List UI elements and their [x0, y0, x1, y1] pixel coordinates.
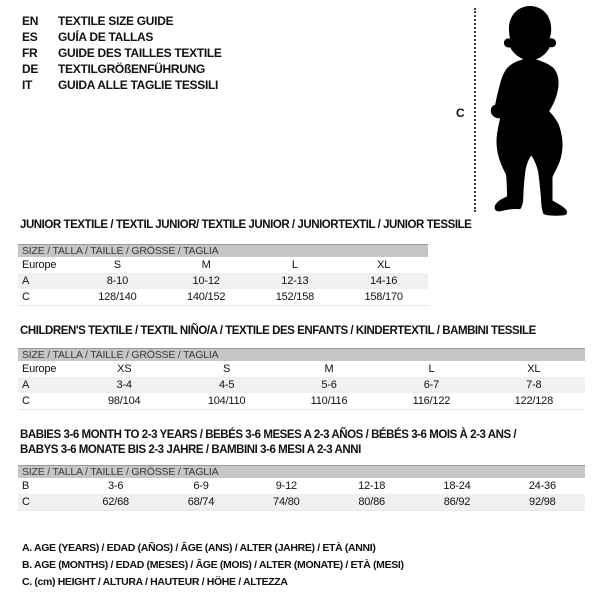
height-measure-label: C	[456, 106, 465, 120]
language-label: GUIDA ALLE TAGLIE TESSILI	[58, 78, 219, 92]
language-code: EN	[22, 14, 39, 28]
row-label: C	[22, 496, 30, 508]
language-label: GUÍA DE TALLAS	[58, 30, 154, 44]
size-cell: 74/80	[273, 496, 300, 508]
language-row	[22, 45, 222, 61]
language-label: GUIDE DES TAILLES TEXTILE	[58, 46, 222, 60]
table-row-height	[18, 393, 585, 409]
size-cell: XL	[527, 363, 541, 375]
size-cell: 10-12	[192, 275, 220, 287]
row-label: A	[22, 379, 30, 391]
size-cell: 128/140	[98, 291, 137, 303]
size-cell: 152/158	[275, 291, 315, 303]
language-label: TEXTILGRÖßENFÜHRUNG	[58, 62, 205, 76]
children-size-table	[18, 348, 585, 410]
table-row-height	[18, 494, 585, 510]
row-label: A	[22, 275, 30, 287]
size-cell: 158/170	[364, 291, 403, 303]
language-row	[22, 13, 222, 29]
language-code: ES	[22, 30, 38, 44]
legend-line-height: C. (cm) HEIGHT / ALTURA / HAUTEUR / HÖHE / ALTEZZA	[22, 576, 288, 588]
babies-title-line1: BABIES 3-6 MONTH TO 2-3 YEARS / BEBÉS 3-6 MESES A 2-3 AÑOS / BÉBÉS 3-6 MOIS À 2-3 ANS /	[20, 429, 517, 441]
language-code: IT	[22, 78, 33, 92]
language-code: DE	[22, 62, 39, 76]
size-cell: 6-7	[423, 379, 440, 391]
size-cell: 9-12	[275, 480, 297, 492]
language-list	[22, 13, 222, 93]
size-cell: L	[291, 259, 298, 271]
size-cell: 6-9	[193, 480, 209, 492]
size-cell: S	[113, 259, 121, 271]
language-label: TEXTILE SIZE GUIDE	[58, 14, 174, 28]
junior-table-title: JUNIOR TEXTILE / TEXTIL JUNIOR/ TEXTILE JUNIOR / JUNIORTEXTIL / JUNIOR TESSILE	[20, 219, 472, 231]
babies-title-line2: BABYS 3-6 MONATE BIS 2-3 JAHRE / BAMBINI 3-6 MESI A 2-3 ANNI	[20, 444, 361, 456]
size-cell: 116/122	[412, 395, 451, 407]
size-cell: L	[428, 363, 435, 375]
row-label: Europe	[22, 259, 57, 271]
row-label: C	[22, 395, 30, 407]
table-row-height	[18, 289, 428, 305]
legend-line-age-months: B. AGE (MONTHS) / EDAD (MESES) / ÂGE (MOIS) / ALTER (MONATE) / ETÀ (MESI)	[22, 559, 404, 571]
table-row-europe	[18, 361, 585, 377]
size-cell: 110/116	[310, 395, 348, 407]
size-cell: 122/128	[514, 395, 554, 407]
legend	[22, 540, 404, 591]
size-cell: 104/110	[207, 395, 246, 407]
size-cell: 12-18	[358, 480, 386, 492]
size-cell: 14-16	[370, 275, 398, 287]
size-cell: 7-8	[526, 379, 542, 391]
size-cell: 68/74	[187, 496, 215, 508]
babies-table-title	[20, 428, 516, 458]
row-label: Europe	[22, 363, 57, 375]
language-row	[22, 77, 222, 93]
size-cell: 5-6	[321, 379, 337, 391]
row-label: C	[22, 291, 30, 303]
size-cell: 24-36	[528, 480, 556, 492]
size-cell: 80/86	[358, 496, 385, 508]
height-measure-line	[474, 8, 476, 212]
table-row-age	[18, 377, 585, 393]
babies-size-table	[18, 465, 585, 511]
legend-line-age-years: A. AGE (YEARS) / EDAD (AÑOS) / ÂGE (ANS) / ALTER (JAHRE) / ETÀ (ANNI)	[22, 542, 376, 554]
table-header: SIZE / TALLA / TAILLE / GRÖSSE / TAGLIA	[18, 244, 428, 257]
size-cell: XL	[377, 259, 391, 271]
size-cell: S	[223, 363, 231, 375]
size-cell: 98/104	[107, 395, 141, 407]
table-row-age	[18, 273, 428, 289]
table-header: SIZE / TALLA / TAILLE / GRÖSSE / TAGLIA	[18, 465, 585, 478]
size-cell: XS	[117, 363, 132, 375]
size-cell: 18-24	[443, 480, 471, 492]
size-cell: 4-5	[218, 379, 235, 391]
language-row	[22, 61, 222, 77]
toddler-silhouette-image	[479, 4, 581, 216]
table-header: SIZE / TALLA / TAILLE / GRÖSSE / TAGLIA	[18, 348, 585, 361]
table-row-europe	[18, 257, 428, 273]
language-code: FR	[22, 46, 38, 60]
children-table-title: CHILDREN'S TEXTILE / TEXTIL NIÑO/A / TEXTILE DES ENFANTS / KINDERTEXTIL / BAMBINI TESSILE	[20, 325, 536, 337]
size-cell: 3-4	[116, 379, 132, 391]
size-cell: 62/68	[102, 496, 129, 508]
row-label: B	[22, 480, 30, 492]
size-cell: 86/92	[443, 496, 471, 508]
size-cell: 3-6	[108, 480, 124, 492]
junior-size-table	[18, 244, 428, 306]
size-cell: 12-13	[281, 275, 309, 287]
size-cell: 92/98	[529, 496, 556, 508]
size-cell: M	[201, 259, 211, 271]
table-row-age-months	[18, 478, 585, 494]
size-cell: 140/152	[186, 291, 226, 303]
size-cell: 8-10	[106, 275, 128, 287]
size-cell: M	[324, 363, 334, 375]
language-row	[22, 29, 222, 45]
